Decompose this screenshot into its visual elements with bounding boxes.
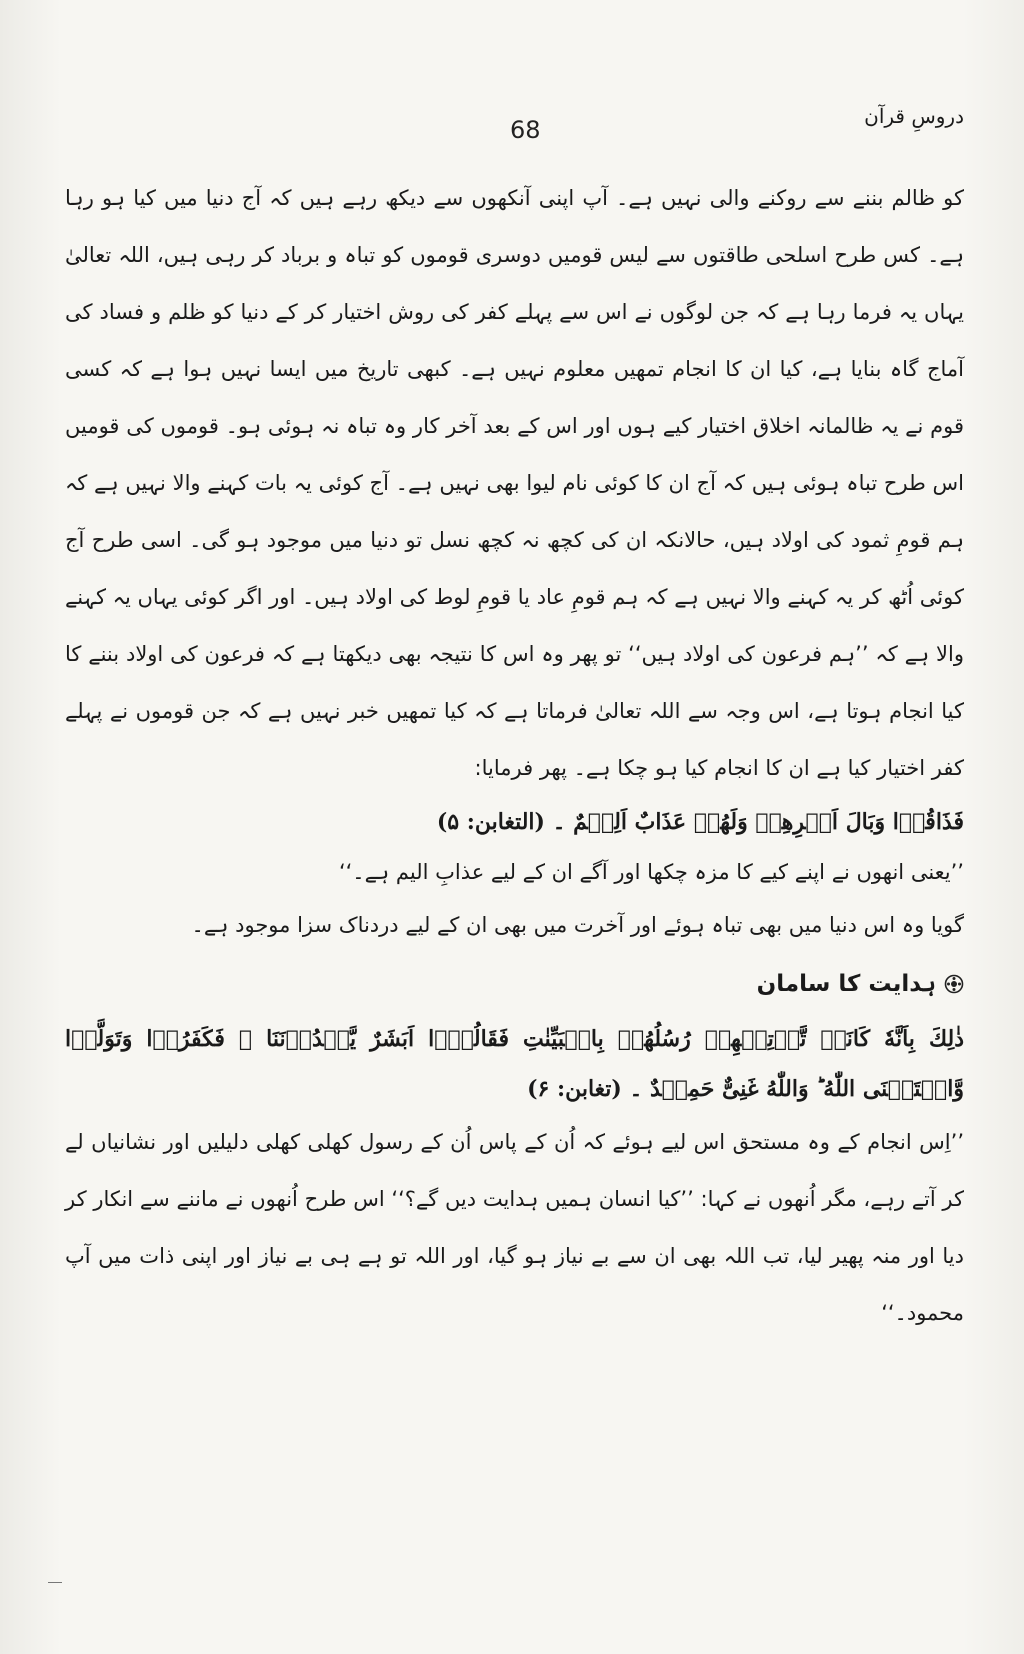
flower-ornament-icon: [944, 974, 964, 994]
page-number: 68: [510, 116, 541, 144]
quran-verse-1: فَذَاقُوۡا وَبَالَ اَمۡرِهِمۡ وَلَهُمۡ عَذَابٌ اَلِيۡمٌ ۔ (التغابن: ۵): [436, 809, 964, 835]
running-head: دروسِ قرآن: [864, 104, 964, 128]
margin-mark: [48, 1582, 62, 1583]
paragraph-1: کو ظالم بننے سے روکنے والی نہیں ہے۔ آپ اپنی آنکھوں سے دیکھ رہے ہیں کہ آج دنیا میں کیا ہو رہا ہے۔ کس طرح اسلحی طاقتوں سے لیس قومیں دوسری قوموں کو تباہ و برباد کر رہی ہیں، اللہ تعالیٰ یہاں یہ فرما رہا ہے کہ جن لوگوں نے اس سے پہلے کفر کی روش اختیار کر کے دنیا کو ظلم و فساد کی آماج گاہ بنایا ہے، کیا ان کا انجام تمھیں معلوم نہیں ہے۔ کبھی تاریخ میں ایسا نہیں ہوا ہے کہ کسی قوم نے یہ ظالمانہ اخلاق اختیار کیے ہوں اور اس کے بعد آخر کار وہ تباہ نہ ہوئی ہو۔ قوموں کی قومیں اس طرح تباہ ہوئی ہیں کہ آج ان کا کوئی نام لیوا بھی نہیں ہے۔ آج کوئی یہ بات کہنے والا نہیں ہے کہ ہم قومِ ثمود کی اولاد ہیں، حالانکہ ان کی کچھ نہ کچھ نسل تو دنیا میں موجود ہو گی۔ اسی طرح آج کوئی اُٹھ کر یہ کہنے والا نہیں ہے کہ ہم قومِ عاد یا قومِ لوط کی اولاد ہیں۔ اور اگر کوئی یہاں یہ کہنے والا ہے کہ ’’ہم فرعون کی اولاد ہیں‘‘ تو پھر وہ اس کا نتیجہ بھی دیکھتا ہے کہ فرعون کی اولاد بننے کا کیا انجام ہوتا ہے، اس وجہ سے اللہ تعالیٰ فرماتا ہے کہ کیا تمھیں خبر نہیں ہے کہ جن قوموں نے پہلے کفر اختیار کیا ہے ان کا انجام کیا ہو چکا ہے۔ پھر فرمایا:: [65, 186, 964, 780]
section-heading-text: ہدایت کا سامان: [756, 971, 936, 997]
quran-verse-2: ذٰلِكَ بِاَنَّهٗ كَانَتۡ تَّاۡتِيۡهِمۡ رُسُلُهُمۡ بِالۡبَيِّنٰتِ فَقَالُوۡۤا اَبَشَرٌ يَّهۡدُوۡنَنَا ۡ فَكَفَرُوۡا وَتَوَلَّوۡا وَّاسۡتَغۡنَى اللّٰهُ ؕ وَاللّٰهُ غَنِىٌّ حَمِيۡدٌ ۔ (تغابن: ۶): [65, 1026, 964, 1102]
paragraph-2: گویا وہ اس دنیا میں بھی تباہ ہوئے اور آخرت میں بھی ان کے لیے دردناک سزا موجود ہے۔: [191, 913, 964, 937]
verse-translation-1: ’’یعنی انھوں نے اپنے کیے کا مزہ چکھا اور آگے ان کے لیے عذابِ الیم ہے۔‘‘: [338, 860, 964, 884]
page-header: [70, 100, 974, 144]
body-text: [65, 170, 964, 1342]
paragraph-3: ’’اِس انجام کے وہ مستحق اس لیے ہوئے کہ اُن کے پاس اُن کے رسول کھلی کھلی دلیلیں اور نشانیاں لے کر آتے رہے، مگر اُنھوں نے کہا: ’’کیا انسان ہمیں ہدایت دیں گے؟‘‘ اس طرح اُنھوں نے ماننے سے انکار کر دیا اور منہ پھیر لیا، تب اللہ بھی ان سے بے نیاز ہو گیا، اور اللہ تو ہے ہی بے نیاز اور اپنی ذات میں آپ محمود۔‘‘: [65, 1130, 964, 1325]
section-heading: [65, 958, 964, 1010]
